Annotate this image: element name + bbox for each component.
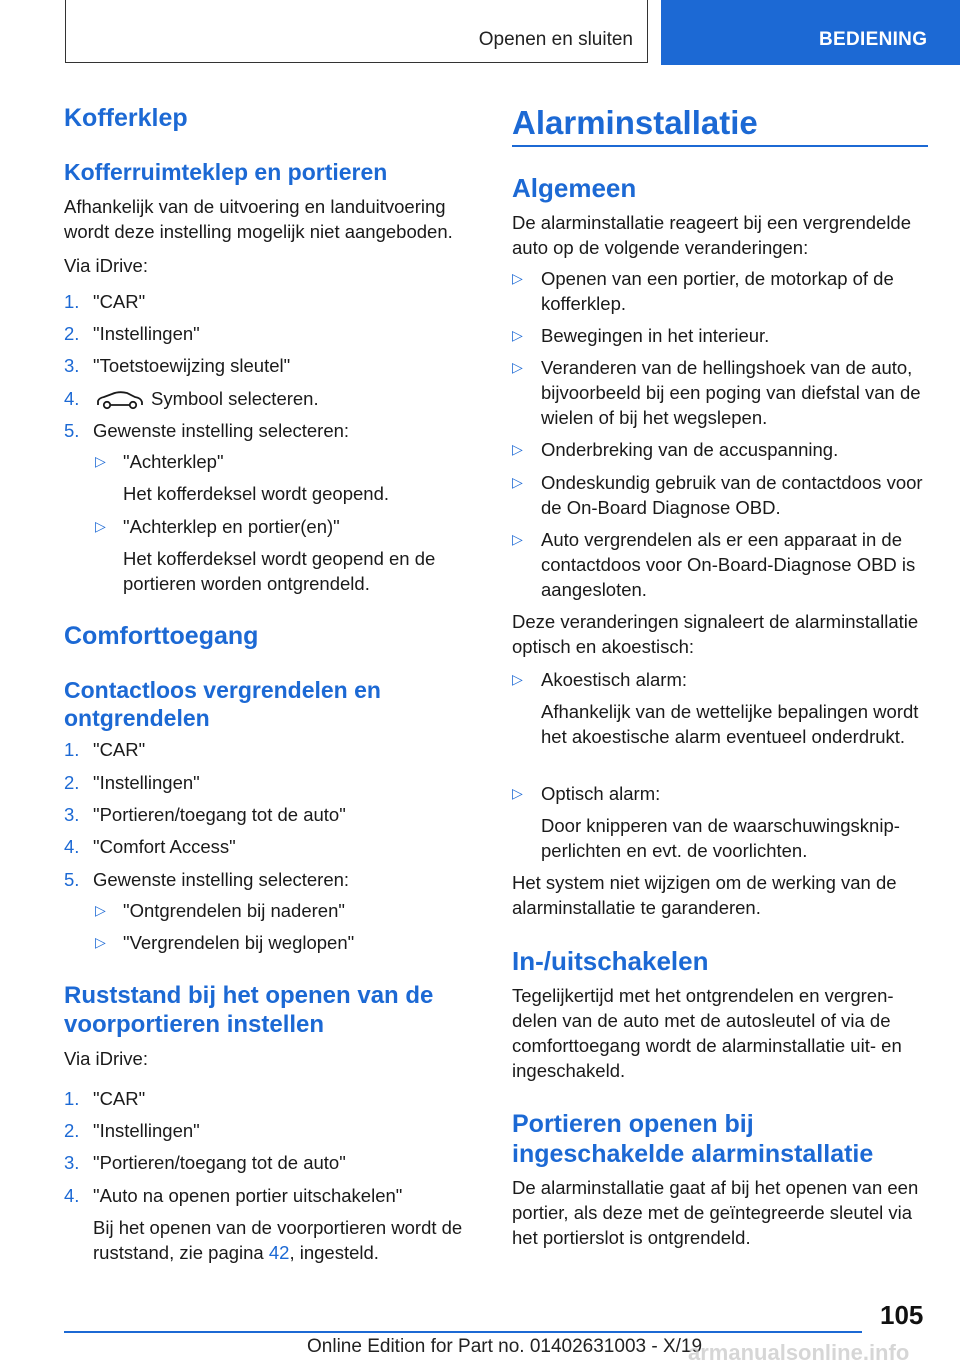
step-text: "Instellingen" (93, 323, 200, 344)
portieren-openen-text: De alarminstallatie gaat af bij het openen van een portier, als deze met de geïntegreerde sleutel via het portierslot is ontgrendeld. (512, 1177, 919, 1248)
heading-kofferruimteklep: Kofferruimteklep en portieren (64, 159, 388, 185)
heading-underline (512, 145, 928, 147)
option-description: Het kofferdeksel wordt geopend. (123, 483, 390, 504)
bullet-triangle-icon: ▷ (512, 359, 523, 375)
step-number: 4. (64, 388, 80, 409)
bullet-text: Auto vergrendelen als er een apparaat in de contactdoos voor On-Board-Diagnose OBD is aangesloten. (541, 529, 916, 600)
bullet-text: Bewegingen in het interieur. (541, 325, 770, 346)
bullet-triangle-icon: ▷ (512, 474, 523, 490)
step-description (93, 1215, 483, 1265)
header-frame (65, 0, 648, 63)
step-number: 1. (64, 1088, 80, 1109)
bullet-triangle-icon: ▷ (512, 785, 523, 801)
alarm-type-label: Akoestisch alarm: (541, 669, 687, 690)
step-number: 5. (64, 869, 80, 890)
step-text: "CAR" (93, 291, 146, 312)
via-idrive: Via iDrive: (64, 255, 148, 276)
algemeen-intro: De alarminstallatie reageert bij een vergrendelde auto op de volgende veranderingen: (512, 212, 912, 258)
step-number: 4. (64, 836, 80, 857)
heading-algemeen: Algemeen (512, 173, 637, 203)
heading-contactloos: Contactloos vergrendelen en ontgrendelen (64, 677, 381, 731)
bullet-text: Openen van een portier, de motorkap of de kofferklep. (541, 268, 894, 314)
watermark: armanualsonline.info (688, 1340, 910, 1365)
chapter-tab-label: BEDIENING (819, 29, 928, 50)
step-number: 5. (64, 420, 80, 441)
edition-info: Online Edition for Part no. 01402631003 - X/19 (307, 1336, 703, 1357)
option-description: Het kofferdeksel wordt geopend en de portieren worden ontgrendeld. (123, 548, 436, 594)
step-description-text: , ingesteld. (289, 1242, 379, 1263)
signaleert-text: Deze veranderingen signaleert de alarminstallatie optisch en akoestisch: (512, 611, 919, 657)
step-number: 3. (64, 355, 80, 376)
car-key-icon (95, 390, 145, 412)
step-text: "CAR" (93, 739, 146, 760)
bullet-triangle-icon: ▷ (512, 671, 523, 687)
option-label: "Achterklep en portier(en)" (123, 516, 340, 537)
option-label: "Achterklep" (123, 451, 224, 472)
alarm-type-label: Optisch alarm: (541, 783, 661, 804)
alarm-type-description: Afhankelijk van de wettelijke bepalingen wordt het akoestische alarm eventueel onderdrukt. (541, 701, 919, 747)
step-text: "Portieren/toegang tot de auto" (93, 1152, 346, 1173)
step-text: Gewenste instelling selecteren: (93, 420, 350, 441)
bullet-text: Ondeskundig gebruik van de contactdoos voor de On-Board Diagnose OBD. (541, 472, 923, 518)
step-text: "Auto na openen portier uitschakelen" (93, 1185, 403, 1206)
bullet-triangle-icon: ▷ (95, 934, 106, 950)
bullet-triangle-icon: ▷ (512, 270, 523, 286)
step-number: 1. (64, 739, 80, 760)
option-label: "Ontgrendelen bij naderen" (123, 900, 345, 921)
step-number: 3. (64, 1152, 80, 1173)
bullet-triangle-icon: ▷ (95, 453, 106, 469)
alarm-type-description: Door knipperen van de waarschuwingsknipperlichten en evt. de voorlichten. (541, 815, 900, 861)
footer-rule (64, 1331, 862, 1333)
step-number: 2. (64, 772, 80, 793)
via-idrive: Via iDrive: (64, 1048, 148, 1069)
heading-portieren-openen: Portieren openen bij ingeschakelde alarminstallatie (512, 1110, 874, 1168)
in-uitschakelen-text: Tegelijkertijd met het ontgrendelen en vergrendelen van de auto met de autosleutel of via de comforttoegang wordt de alarminstallatie uit- en ingeschakeld. (512, 985, 902, 1081)
bullet-triangle-icon: ▷ (512, 531, 523, 547)
step-text: "Comfort Access" (93, 836, 236, 857)
section-title: Openen en sluiten (478, 29, 633, 50)
step-text: "CAR" (93, 1088, 146, 1109)
page-link[interactable]: 42 (268, 1242, 290, 1263)
page-number: 105 (880, 1300, 924, 1330)
heading-comforttoegang: Comforttoegang (64, 622, 259, 650)
bullet-text: Veranderen van de hellingshoek van de auto, bijvoorbeeld bij een poging van diefstal van de wielen of bij het wegslepen. (541, 357, 921, 428)
step-description-text: Bij het openen van de voorportieren wordt de ruststand, zie pagina (93, 1217, 463, 1263)
bullet-text: Onderbreking van de accuspanning. (541, 439, 839, 460)
heading-ruststand: Ruststand bij het openen van de voorportieren instellen (64, 982, 434, 1038)
step-text: "Instellingen" (93, 1120, 200, 1141)
intro-text: Afhankelijk van de uitvoering en landuitvoering wordt deze instelling mogelijk niet aangeboden. (64, 196, 453, 242)
heading-alarminstallatie: Alarminstallatie (512, 104, 758, 141)
step-number: 4. (64, 1185, 80, 1206)
step-text: Symbool selecteren. (151, 388, 319, 409)
step-text: "Portieren/toegang tot de auto" (93, 804, 346, 825)
step-text: Gewenste instelling selecteren: (93, 869, 350, 890)
bullet-triangle-icon: ▷ (512, 327, 523, 343)
step-number: 2. (64, 1120, 80, 1141)
chapter-tab[interactable] (661, 0, 960, 65)
step-number: 3. (64, 804, 80, 825)
step-number: 1. (64, 291, 80, 312)
heading-kofferklep: Kofferklep (64, 104, 188, 132)
step-text: "Toetstoewijzing sleutel" (93, 355, 291, 376)
bullet-triangle-icon: ▷ (95, 518, 106, 534)
bullet-triangle-icon: ▷ (95, 902, 106, 918)
heading-in-uitschakelen: In-/uitschakelen (512, 946, 709, 976)
bullet-triangle-icon: ▷ (512, 441, 523, 457)
niet-wijzigen-text: Het system niet wijzigen om de werking van de alarminstallatie te garanderen. (512, 872, 897, 918)
step-number: 2. (64, 323, 80, 344)
step-text: "Instellingen" (93, 772, 200, 793)
option-label: "Vergrendelen bij weglopen" (123, 932, 355, 953)
